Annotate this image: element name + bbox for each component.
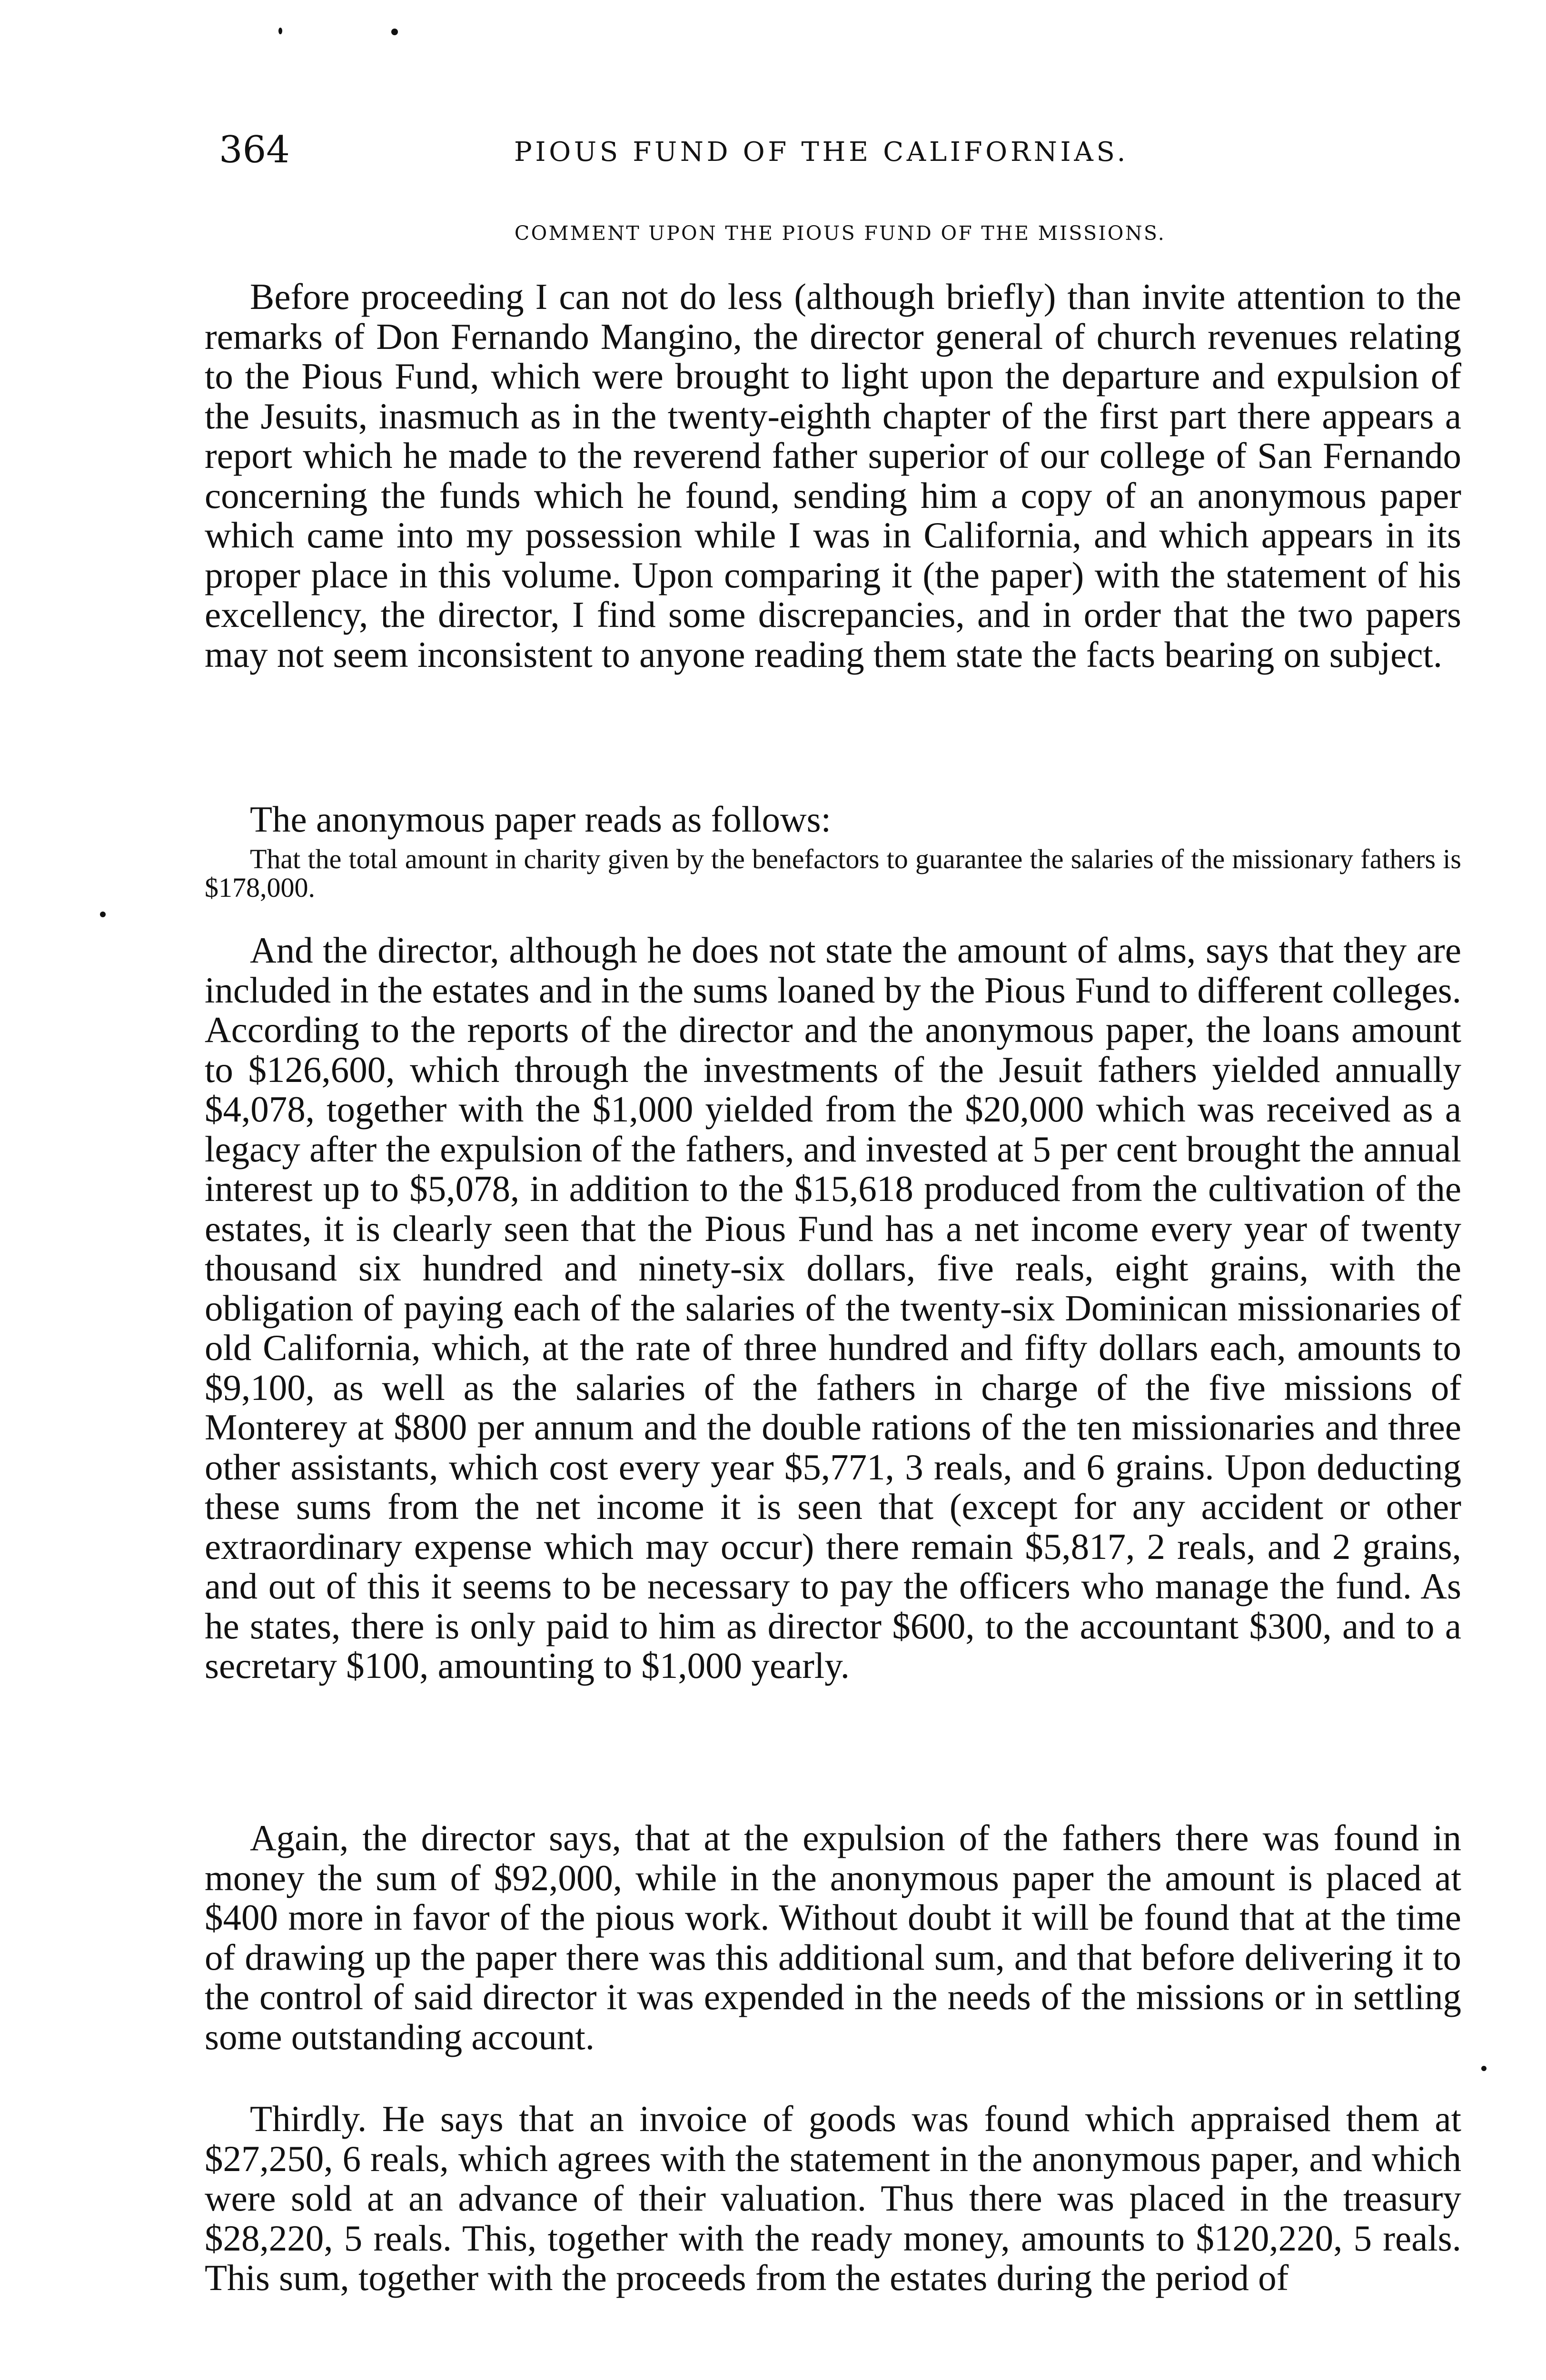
- running-head: [219, 129, 1461, 181]
- section-title: COMMENT UPON THE PIOUS FUND OF THE MISSIONS.: [514, 222, 1166, 245]
- scan-speck: [391, 29, 398, 35]
- running-title: PIOUS FUND OF THE CALIFORNIAS.: [514, 137, 1129, 168]
- scan-speck: [1481, 2066, 1487, 2071]
- body-paragraph: And the director, although he does not state the amount of alms, says that they are included in the estates and in the sums loaned by the Pious Fund to different colleges. According to the reports of the director and the anonymous paper, the loans amount to $126,600, which through the investments of the Jesuit fathers yielded annually $4,078, together with the $1,000 yielded from the $20,000 which was received as a legacy after the expulsion of the fathers, and invested at 5 per cent brought the annual interest up to $5,078, in addition to the $15,618 produced from the cultivation of the estates, it is clearly seen that the Pious Fund has a net income every year of twenty thousand six hundred and ninety-six dollars, five reals, eight grains, with the obligation of paying each of the salaries of the twenty-six Dominican missionaries of old California, which, at the rate of three hundred and fifty dollars each, amounts to $9,100, as well as the salaries of the fathers in charge of the five missions of Monterey at $800 per annum and the double rations of the ten missionaries and three other assistants, which cost every year $5,771, 3 reals, and 6 grains. Upon deducting these sums from the net income it is seen that (except for any accident or other extraordinary expense which may occur) there remain $5,817, 2 reals, and 2 grains, and out of this it seems to be necessary to pay the officers who manage the fund. As he states, there is only paid to him as director $600, to the accountant $300, and to a secretary $100, amounting to $1,000 yearly.: [205, 930, 1461, 1686]
- page-number: 364: [219, 129, 290, 171]
- quoted-passage: That the total amount in charity given by the benefactors to guarantee the salaries of the missionary fathers is $178,000.: [205, 843, 1461, 903]
- body-paragraph: Thirdly. He says that an invoice of goods was found which appraised them at $27,250, 6 reals, which agrees with the statement in the anonymous paper, and which were sold at an advance of their valuation. Thus there was placed in the treasury $28,220, 5 reals. This, together with the ready money, amounts to $120,220, 5 reals. This sum, together with the proceeds from the estates during the period of: [205, 2098, 1461, 2298]
- body-paragraph: Before proceeding I can not do less (although briefly) than invite attention to the remarks of Don Fernando Mangino, the director general of church revenues relating to the Pious Fund, which were brought to light upon the departure and expulsion of the Jesuits, inasmuch as in the twenty-eighth chapter of the first part there appears a report which he made to the reverend father superior of our college of San Fernando concerning the funds which he found, sending him a copy of an anonymous paper which came into my possession while I was in California, and which appears in its proper place in this volume. Upon comparing it (the paper) with the statement of his excellency, the director, I find some discrepancies, and in order that the two papers may not seem inconsistent to anyone reading them state the facts bearing on subject.: [205, 276, 1461, 675]
- scan-speck: [278, 28, 282, 34]
- body-paragraph: Again, the director says, that at the expulsion of the fathers there was found in money the sum of $92,000, while in the anonymous paper the amount is placed at $400 more in favor of the pious work. Without doubt it will be found that at the time of drawing up the paper there was this additional sum, and that before delivering it to the control of said director it was expended in the needs of the missions or in settling some outstanding account.: [205, 1817, 1461, 2057]
- body-paragraph: The anonymous paper reads as follows:: [250, 799, 831, 840]
- scan-speck: [100, 912, 106, 917]
